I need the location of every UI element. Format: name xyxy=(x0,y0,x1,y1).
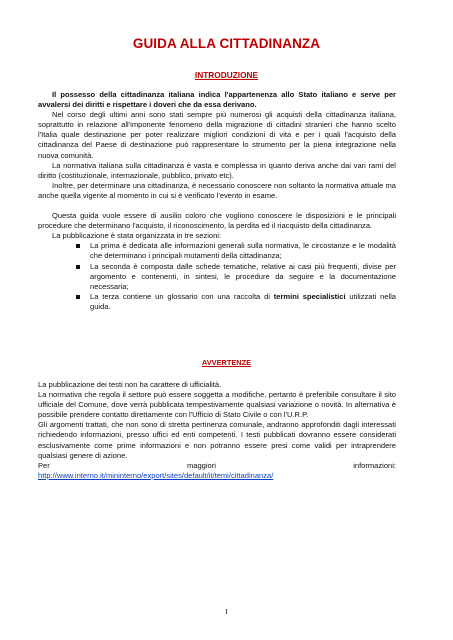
list-item: La seconda è composta dalle schede tematiche, relative ai casi più frequenti, divise per argomento e contenenti, in sintesi, le procedure da seguire e la documentazione necessaria; xyxy=(38,262,396,292)
bullet-icon xyxy=(76,244,80,248)
list-item: La terza contiene un glossario con una raccolta di termini specialistici utilizzati nella guida. xyxy=(38,292,396,312)
intro-paragraph-4: Questa guida vuole essere di ausilio coloro che vogliono conoscere le disposizioni e le principali procedure che determinano l'acquisto, il riconoscimento, la perdita ed il riacquisto della cittadinanza. xyxy=(38,211,396,231)
intro-bold-lead: Il possesso della cittadinanza italiana indica l'appartenenza allo Stato italiano e serve per avvalersi dei diritti e rispettare i doveri che da essa derivano. xyxy=(38,90,396,110)
warnings-paragraph-3: Gli argomenti trattati, che non sono di stretta pertinenza comunale, andranno approfonditi dagli interessati richiedendo informazioni, presso uffici ed enti competenti. I testi pubblicati dovranno essere considerati esclusivamente come prime informazioni e non potranno essere presi come validi per intraprendere qualsiasi genere di azione. xyxy=(38,420,396,460)
warnings-paragraph-1: La pubblicazione dei testi non ha carattere di ufficialità. xyxy=(38,380,222,389)
page-title: GUIDA ALLA CITTADINANZA xyxy=(132,36,321,51)
intro-heading: INTRODUZIONE xyxy=(194,70,259,80)
bullet-icon xyxy=(76,295,80,299)
bullet-icon xyxy=(76,265,80,269)
intro-paragraph-2: La normativa italiana sulla cittadinanza è vasta e complessa in quanto deriva anche dai vari rami del diritto (costituzionale, internazionale, pubblico, privato etc). xyxy=(38,160,396,180)
more-info-line: Per maggiori informazioni: xyxy=(38,460,396,470)
intro-paragraph-5: La pubblicazione è stata organizzata in tre sezioni: xyxy=(52,231,222,241)
intro-paragraph-1: Nel corso degli ultimi anni sono stati sempre più numerosi gli acquisti della cittadinanza italiana, soprattutto in relazione all'imponente fenomeno della migrazione di cittadini stranieri che hanno scelto l'Italia quale destinazione per poter realizzare migliori condizioni di vita e per i quali l'acquisto della cittadinanza del Paese di destinazione può rappresentare lo strumento per la piena integrazione nella nuova comunità. xyxy=(38,110,396,160)
warnings-heading: AVVERTENZE xyxy=(201,358,252,367)
warnings-section xyxy=(38,380,396,481)
warnings-paragraph-2: La normativa che regola il settore può essere soggetta a modifiche, pertanto è preferibile consultare il sito ufficiale del Comune, dove verrà pubblicata tempestivamente qualsiasi variazione o novità. In alternativa è possibile prendere contatto direttamente con l'Ufficio di Stato Civile o con l'U.R.P. xyxy=(38,390,396,420)
list-item: La prima è dedicata alle informazioni generali sulla normativa, le circostanze e le modalità che determinano i principali mutamenti della cittadinanza; xyxy=(38,241,396,261)
sections-list xyxy=(38,241,396,312)
page-number: I xyxy=(225,607,228,616)
more-info-link[interactable]: http://www.interno.it/mininterno/export/sites/default/it/temi/cittadinanza/ xyxy=(38,470,274,480)
intro-paragraph-3: Inoltre, per determinare una cittadinanza, è necessario conoscere non soltanto la normativa attuale ma anche quella vigente al momento in cui si è verificato l'evento in esame. xyxy=(38,180,396,200)
intro-section xyxy=(38,90,396,312)
